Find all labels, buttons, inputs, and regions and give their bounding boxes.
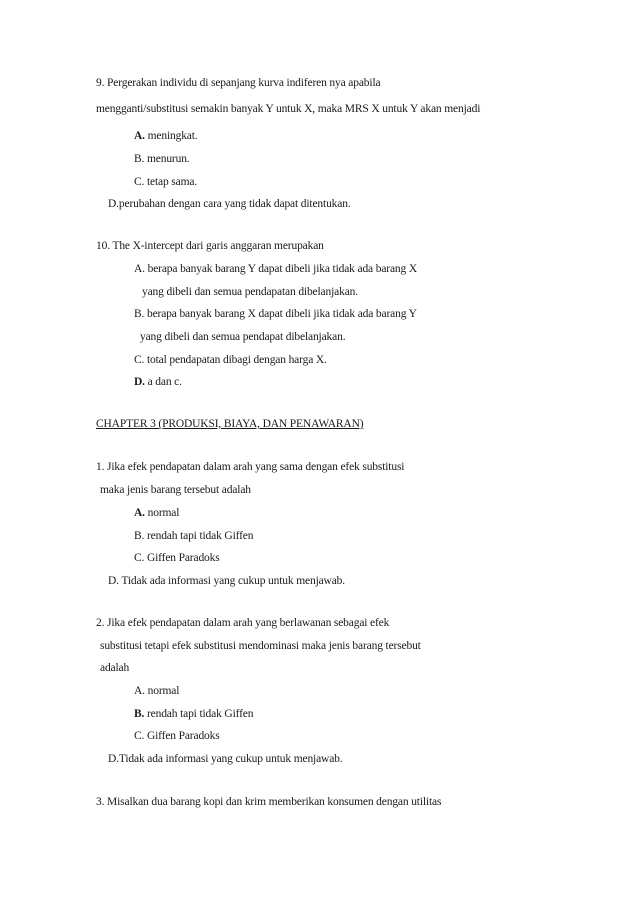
q10-option-b-cont: yang dibeli dan semua pendapat dibelanjakan. xyxy=(140,331,346,343)
q10-option-b xyxy=(134,307,417,321)
option-letter: D. xyxy=(108,753,119,765)
q10-line-1: 10. The X-intercept dari garis anggaran merupakan xyxy=(96,240,324,252)
option-text: rendah tapi tidak Giffen xyxy=(144,708,254,720)
option-letter: B. xyxy=(134,708,145,720)
option-text: Tidak ada informasi yang cukup untuk menjawab. xyxy=(118,575,345,587)
chapter-heading: CHAPTER 3 (PRODUKSI, BIAYA, DAN PENAWARAN) xyxy=(96,418,364,430)
option-letter: C. xyxy=(134,176,145,188)
option-text: normal xyxy=(144,685,180,697)
q10-option-a xyxy=(134,262,417,276)
option-letter: C. xyxy=(134,552,145,564)
option-text: perubahan dengan cara yang tidak dapat ditentukan. xyxy=(118,198,351,210)
c3q2-line-2: substitusi tetapi efek substitusi mendominasi maka jenis barang tersebut xyxy=(100,640,421,652)
option-letter: D. xyxy=(134,376,145,388)
option-text: berapa banyak barang Y dapat dibeli jika tidak ada barang X xyxy=(144,263,417,275)
option-text: Giffen Paradoks xyxy=(144,552,220,564)
c3q2-option-d xyxy=(108,752,342,766)
c3q1-option-c xyxy=(134,551,220,565)
q9-line-2: mengganti/substitusi semakin banyak Y untuk X, maka MRS X untuk Y akan menjadi xyxy=(96,103,481,115)
option-letter: A. xyxy=(134,263,145,275)
c3q2-option-b xyxy=(134,707,253,721)
q9-option-d xyxy=(108,197,351,211)
option-letter: C. xyxy=(134,354,145,366)
q9-option-b xyxy=(134,152,190,166)
c3q3-line-1: 3. Misalkan dua barang kopi dan krim memberikan konsumen dengan utilitas xyxy=(96,796,442,808)
c3q1-line-2: maka jenis barang tersebut adalah xyxy=(100,484,251,496)
c3q1-option-d xyxy=(108,574,345,588)
option-letter: A. xyxy=(134,507,145,519)
option-letter: B. xyxy=(134,530,145,542)
q10-option-c xyxy=(134,353,327,367)
option-text: total pendapatan dibagi dengan harga X. xyxy=(144,354,327,366)
option-text: Tidak ada informasi yang cukup untuk menjawab. xyxy=(118,753,343,765)
option-text: Giffen Paradoks xyxy=(144,730,220,742)
c3q2-line-3: adalah xyxy=(100,662,130,674)
q9-line-1: 9. Pergerakan individu di sepanjang kurva indiferen nya apabila xyxy=(96,77,381,89)
q9-option-a xyxy=(134,129,198,143)
option-text: normal xyxy=(144,507,180,519)
option-letter: A. xyxy=(134,685,145,697)
option-text: berapa banyak barang X dapat dibeli jika tidak ada barang Y xyxy=(144,308,417,320)
option-letter: A. xyxy=(134,130,145,142)
option-text: a dan c. xyxy=(144,376,182,388)
c3q2-option-c xyxy=(134,729,220,743)
option-text: tetap sama. xyxy=(144,176,198,188)
option-letter: D. xyxy=(108,575,119,587)
option-letter: D. xyxy=(108,198,119,210)
q9-option-c xyxy=(134,175,197,189)
option-text: menurun. xyxy=(144,153,190,165)
c3q1-line-1: 1. Jika efek pendapatan dalam arah yang sama dengan efek substitusi xyxy=(96,461,405,473)
q10-option-a-cont: yang dibeli dan semua pendapatan dibelanjakan. xyxy=(142,286,358,298)
q10-option-d xyxy=(134,375,182,389)
option-letter: B. xyxy=(134,308,145,320)
c3q2-line-1: 2. Jika efek pendapatan dalam arah yang berlawanan sebagai efek xyxy=(96,617,390,629)
c3q1-option-a xyxy=(134,506,179,520)
c3q2-option-a xyxy=(134,684,179,698)
option-text: rendah tapi tidak Giffen xyxy=(144,530,254,542)
option-letter: B. xyxy=(134,153,145,165)
option-letter: C. xyxy=(134,730,145,742)
c3q1-option-b xyxy=(134,529,253,543)
option-text: meningkat. xyxy=(144,130,198,142)
